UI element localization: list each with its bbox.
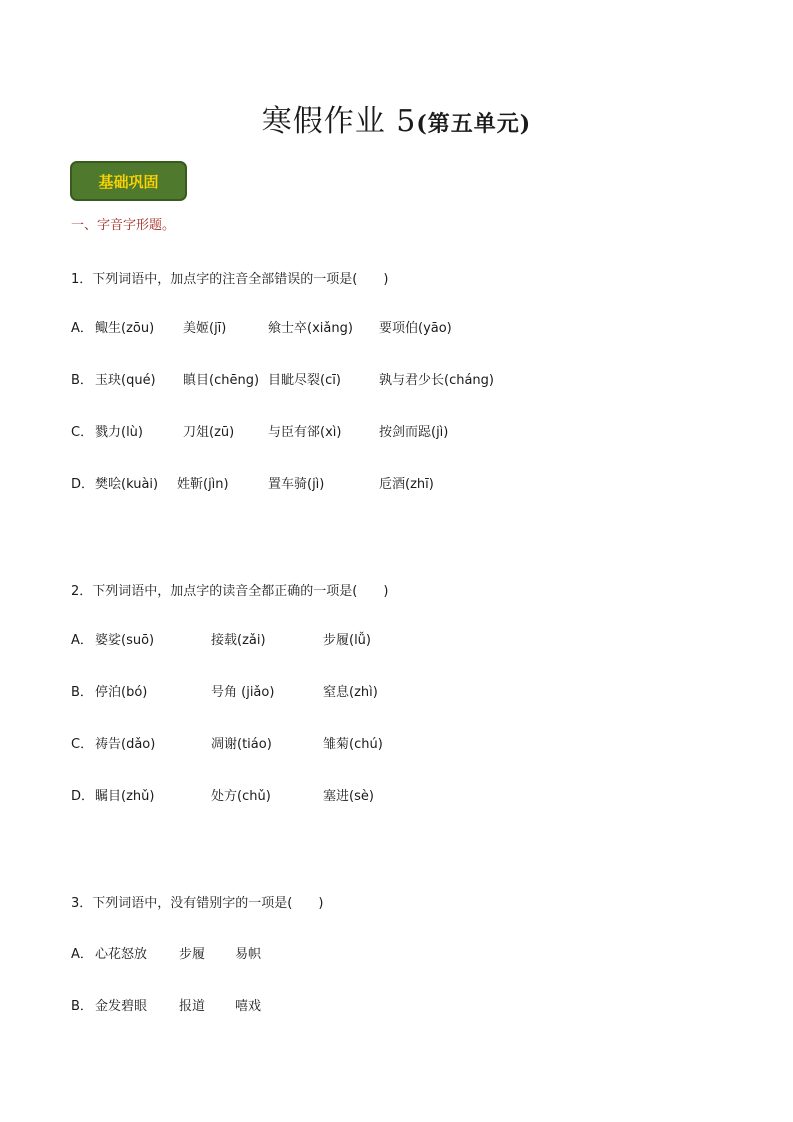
option-item: 心花怒放: [95, 947, 148, 962]
question-1-option-c: [71, 421, 771, 441]
option-letter: A．: [71, 633, 93, 648]
option-item: 鲰生(zōu): [95, 321, 155, 336]
option-item: 塞进(sè): [323, 789, 374, 804]
option-item: 卮酒(zhī): [379, 477, 434, 492]
option-letter: A．: [71, 321, 93, 336]
option-item: 玉玦(qué): [95, 373, 156, 388]
option-item: 金发碧眼: [95, 999, 148, 1014]
section-heading: 一、字音字形题。: [71, 218, 176, 233]
option-item: 孰与君少长(cháng): [379, 373, 494, 388]
option-letter: B．: [71, 373, 93, 388]
option-letter: A．: [71, 947, 93, 962]
option-item: 樊哙(kuài): [95, 477, 159, 492]
question-2-option-a: [71, 629, 771, 649]
option-letter: C．: [71, 737, 94, 752]
option-item: 与臣有郤(xì): [268, 425, 342, 440]
question-1-option-b: [71, 369, 771, 389]
question-1-option-d: [71, 473, 771, 493]
option-item: 嘻戏: [235, 999, 262, 1014]
option-item: 置车骑(jì): [268, 477, 325, 492]
option-letter: C．: [71, 425, 94, 440]
option-item: 美姬(jī): [183, 321, 227, 336]
title-sub: (第五单元): [416, 111, 532, 137]
option-item: 接载(zǎi): [211, 633, 266, 648]
question-3-stem: 3．下列词语中，没有错别字的一项是( ): [71, 896, 324, 911]
option-letter: B．: [71, 999, 93, 1014]
question-1-option-a: [71, 317, 771, 337]
option-item: 要项伯(yāo): [379, 321, 452, 336]
option-item: 报道: [179, 999, 206, 1014]
question-1-stem: 1．下列词语中，加点字的注音全部错误的一项是( ): [71, 272, 389, 287]
option-item: 号角 (jiǎo): [211, 685, 275, 700]
option-item: 瞩目(zhǔ): [95, 789, 155, 804]
question-2-stem: 2．下列词语中，加点字的读音全都正确的一项是( ): [71, 584, 389, 599]
option-item: 窒息(zhì): [323, 685, 378, 700]
title-main: 寒假作业 5: [261, 104, 417, 139]
option-item: 飨士卒(xiǎng): [268, 321, 353, 336]
option-item: 停泊(bó): [95, 685, 148, 700]
question-2-option-b: [71, 681, 771, 701]
option-item: 婆娑(suō): [95, 633, 155, 648]
option-letter: D．: [71, 789, 95, 804]
section-badge: 基础巩固: [70, 161, 187, 201]
option-item: 祷告(dǎo): [95, 737, 156, 752]
page-title: [0, 96, 793, 140]
option-item: 步履(lǚ): [323, 633, 371, 648]
question-3-option-b: [71, 995, 771, 1015]
option-item: 雏菊(chú): [323, 737, 383, 752]
option-letter: B．: [71, 685, 93, 700]
option-item: 处方(chǔ): [211, 789, 271, 804]
option-item: 戮力(lù): [95, 425, 143, 440]
option-item: 刀俎(zū): [183, 425, 235, 440]
option-item: 目眦尽裂(cī): [268, 373, 341, 388]
option-item: 瞋目(chēng): [183, 373, 260, 388]
option-item: 姓靳(jìn): [177, 477, 229, 492]
option-item: 步履: [179, 947, 206, 962]
question-2-option-d: [71, 785, 771, 805]
option-item: 易帜: [235, 947, 262, 962]
option-item: 凋谢(tiáo): [211, 737, 272, 752]
question-2-option-c: [71, 733, 771, 753]
question-3-option-a: [71, 943, 771, 963]
option-letter: D．: [71, 477, 95, 492]
option-item: 按剑而跽(jì): [379, 425, 449, 440]
